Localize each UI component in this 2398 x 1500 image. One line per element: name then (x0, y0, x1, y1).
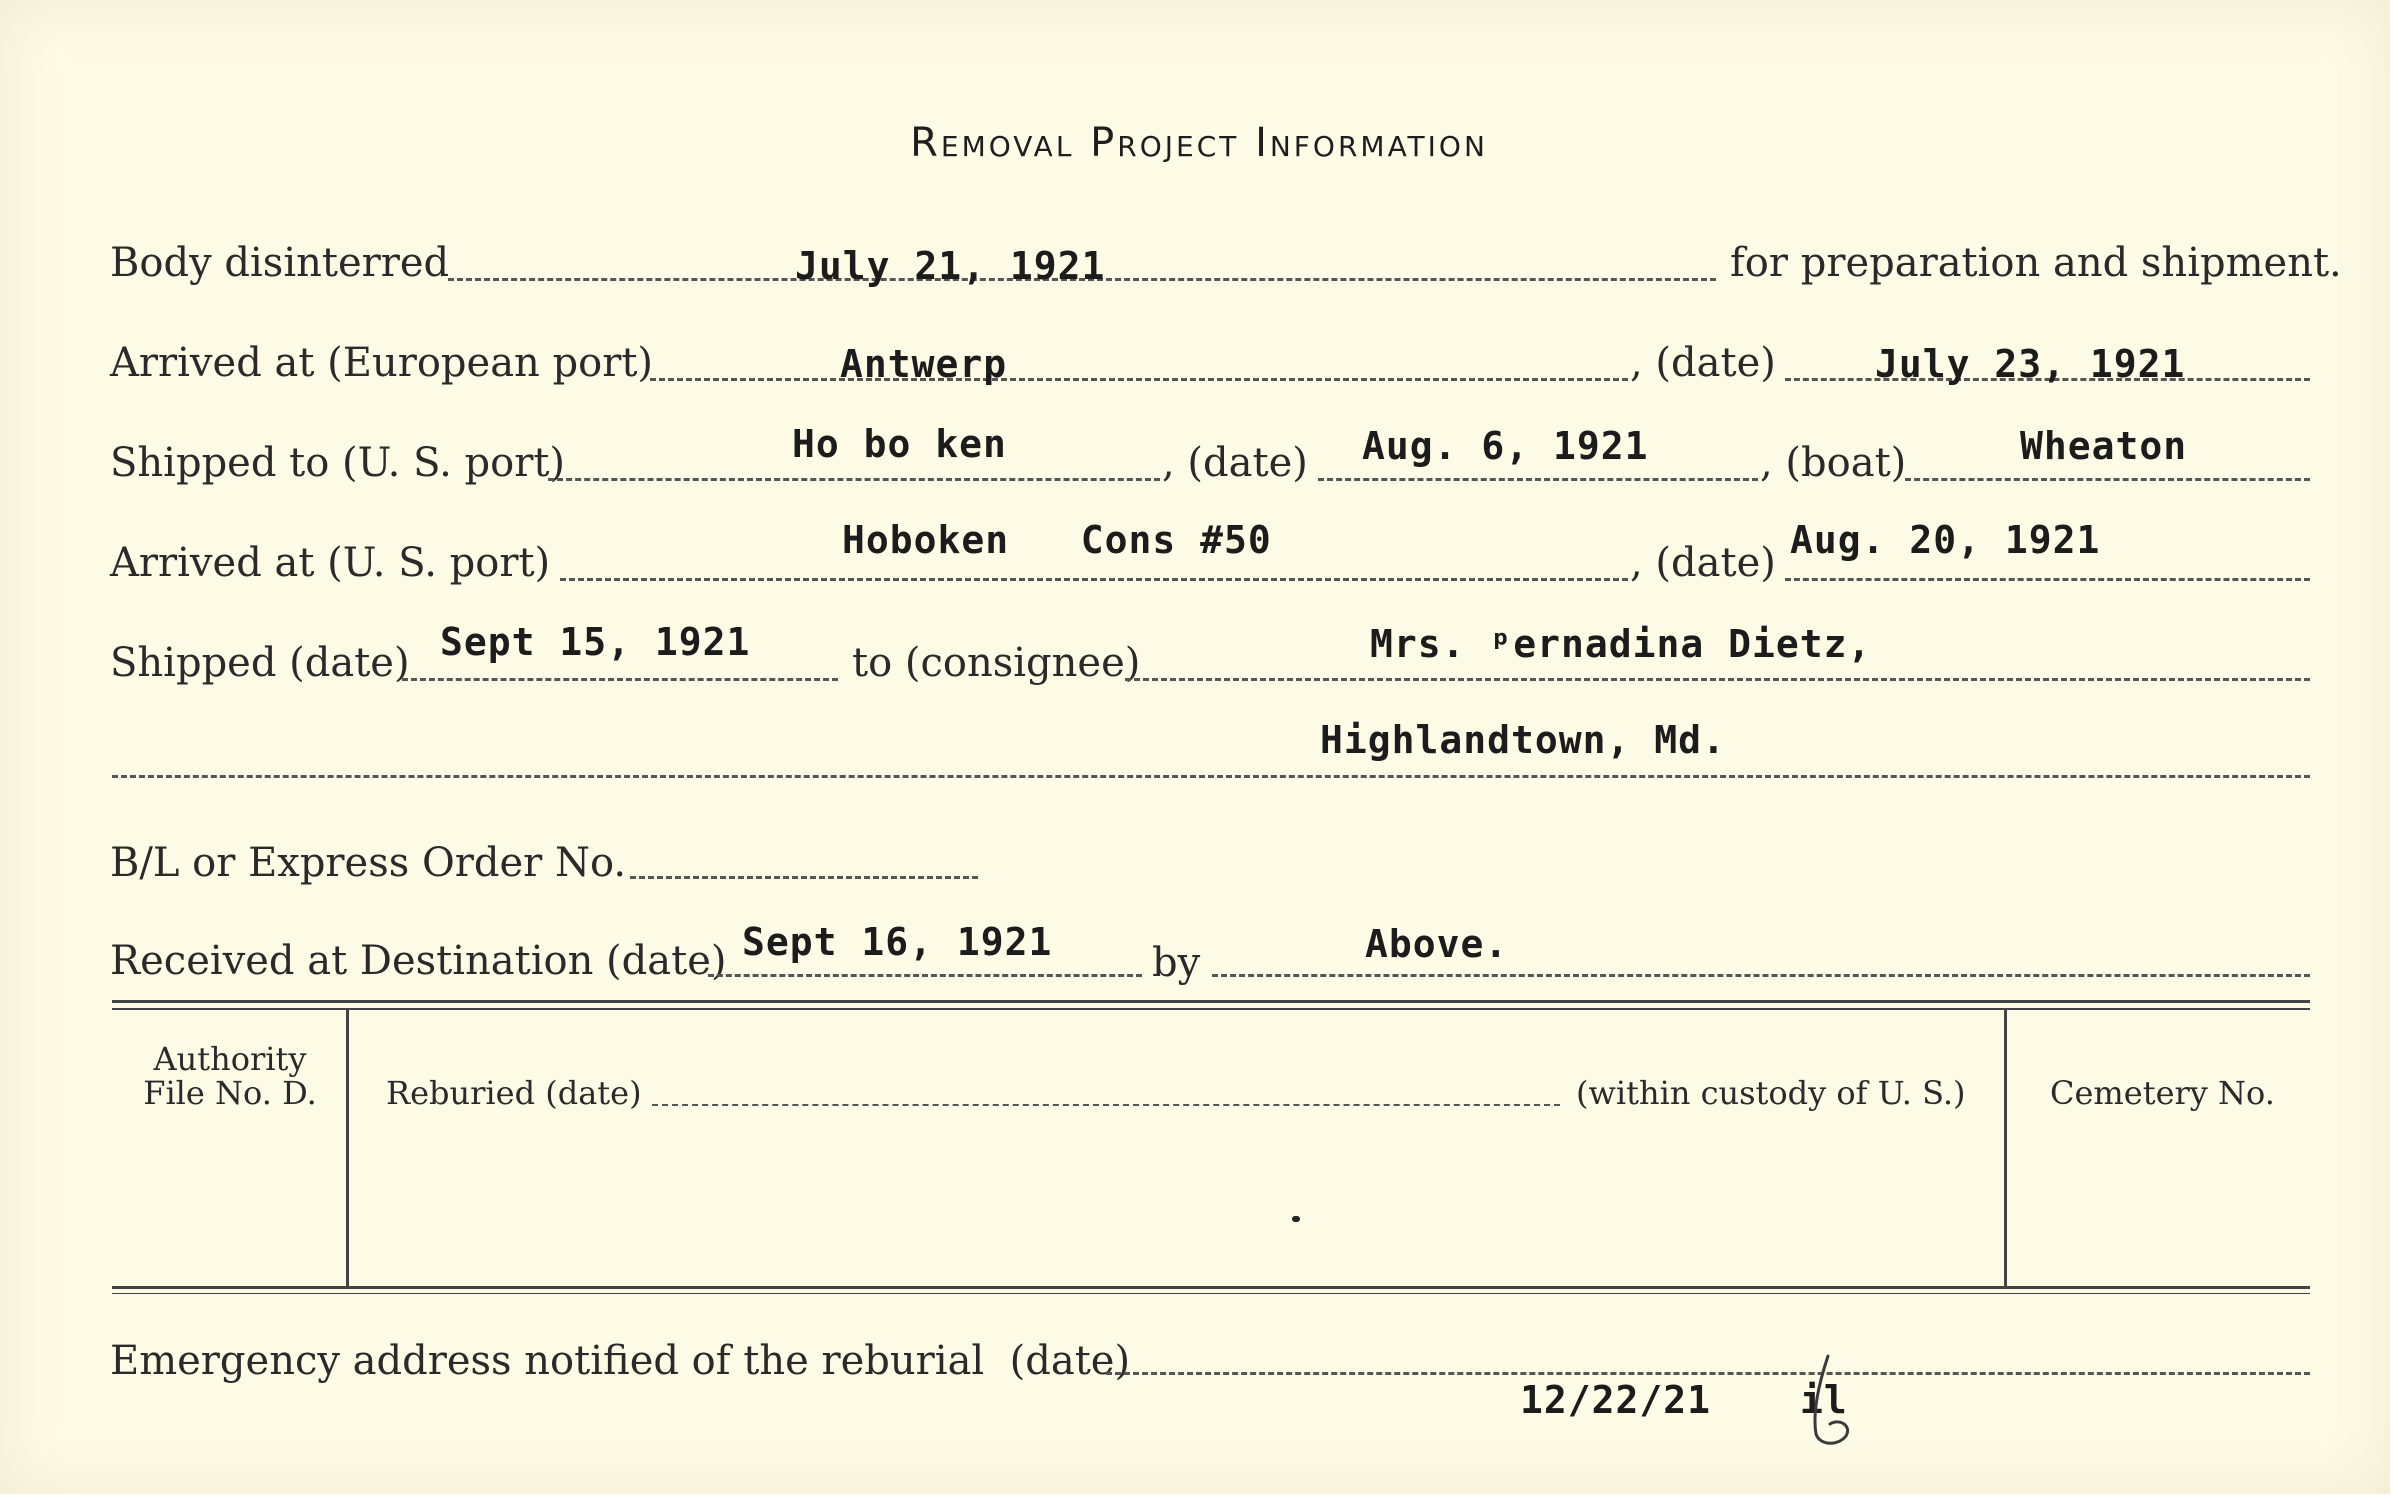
boat-line (1905, 478, 2310, 481)
page-title: Removal Project Information (910, 120, 1488, 166)
box-top-rule (112, 1000, 2310, 1003)
shipped-date-label: , (date) (1162, 440, 1308, 486)
reburied-date-line (652, 1104, 1560, 1106)
cemetery-no-label: Cemetery No. (2050, 1074, 2275, 1112)
boat-label: , (boat) (1760, 440, 1907, 486)
handwritten-mark-icon (1790, 1350, 1870, 1450)
ink-speck (1292, 1216, 1300, 1222)
us-port-shipped-line (548, 478, 1160, 481)
box-bottom-rule (112, 1286, 2310, 1289)
body-disinterred-label: Body disinterred (110, 240, 450, 286)
reburied-date-label: Reburied (date) (386, 1074, 642, 1112)
us-port-arrived-label: Arrived at (U. S. port) (110, 540, 551, 586)
european-port-line (650, 378, 1628, 381)
european-arrival-date-label: , (date) (1630, 340, 1776, 386)
shipped-date-line (1318, 478, 1758, 481)
body-disinterred-date: July 21, 1921 (795, 244, 1106, 288)
preparation-shipment-text: for preparation and shipment. (1730, 240, 2342, 286)
received-destination-line (708, 974, 1142, 977)
box-top-rule-inner (112, 1008, 2310, 1010)
bl-express-order-label: B/L or Express Order No. (110, 840, 627, 886)
us-port-shipped-value: Ho bo ken (792, 422, 1007, 466)
clerk-initials: il (1800, 1378, 1848, 1422)
consignee-address: Highlandtown, Md. (1320, 718, 1726, 762)
us-port-arrived-value: Hoboken Cons #50 (842, 518, 1272, 562)
box-divider-right (2004, 1010, 2007, 1286)
us-port-shipped-label: Shipped to (U. S. port) (110, 440, 565, 486)
european-arrival-date: July 23, 1921 (1875, 342, 2186, 386)
authority-label: Authority (153, 1040, 307, 1078)
received-destination-date: Sept 16, 1921 (742, 920, 1053, 964)
consignee-line (1125, 678, 2310, 681)
custody-label: (within custody of U. S.) (1576, 1074, 1966, 1112)
bl-express-order-line (630, 876, 978, 879)
file-no-label: File No. D. (143, 1074, 317, 1112)
received-by-value: Above. (1365, 922, 1509, 966)
received-by-line (1212, 974, 2310, 977)
received-by-label: by (1152, 940, 1201, 986)
us-arrival-date: Aug. 20, 1921 (1790, 518, 2101, 562)
emergency-notified-date: 12/22/21 (1520, 1378, 1712, 1422)
shipped-date-line-2 (402, 678, 838, 681)
us-arrival-date-label: , (date) (1630, 540, 1776, 586)
shipped-date-label-2: Shipped (date) (110, 640, 410, 686)
european-port-label: Arrived at (European port) (110, 340, 654, 386)
us-arrival-date-line (1785, 578, 2310, 581)
consignee-label: to (consignee) (852, 640, 1141, 686)
shipped-date-value-2: Sept 15, 1921 (440, 620, 751, 664)
boat-value: Wheaton (2020, 424, 2188, 468)
box-divider-left (346, 1010, 349, 1286)
address-line (112, 775, 2310, 778)
box-bottom-rule-inner (112, 1293, 2310, 1294)
authority-file-label (120, 1042, 340, 1110)
emergency-address-line (1106, 1372, 2310, 1375)
us-port-arrived-line (560, 578, 1628, 581)
shipped-date-value: Aug. 6, 1921 (1362, 424, 1649, 468)
european-port-value: Antwerp (840, 342, 1008, 386)
consignee-name: Mrs. ᵖernadina Dietz, (1370, 622, 1872, 666)
received-destination-label: Received at Destination (date) (110, 938, 727, 984)
emergency-address-label: Emergency address notified of the reburial (date) (110, 1338, 1131, 1384)
